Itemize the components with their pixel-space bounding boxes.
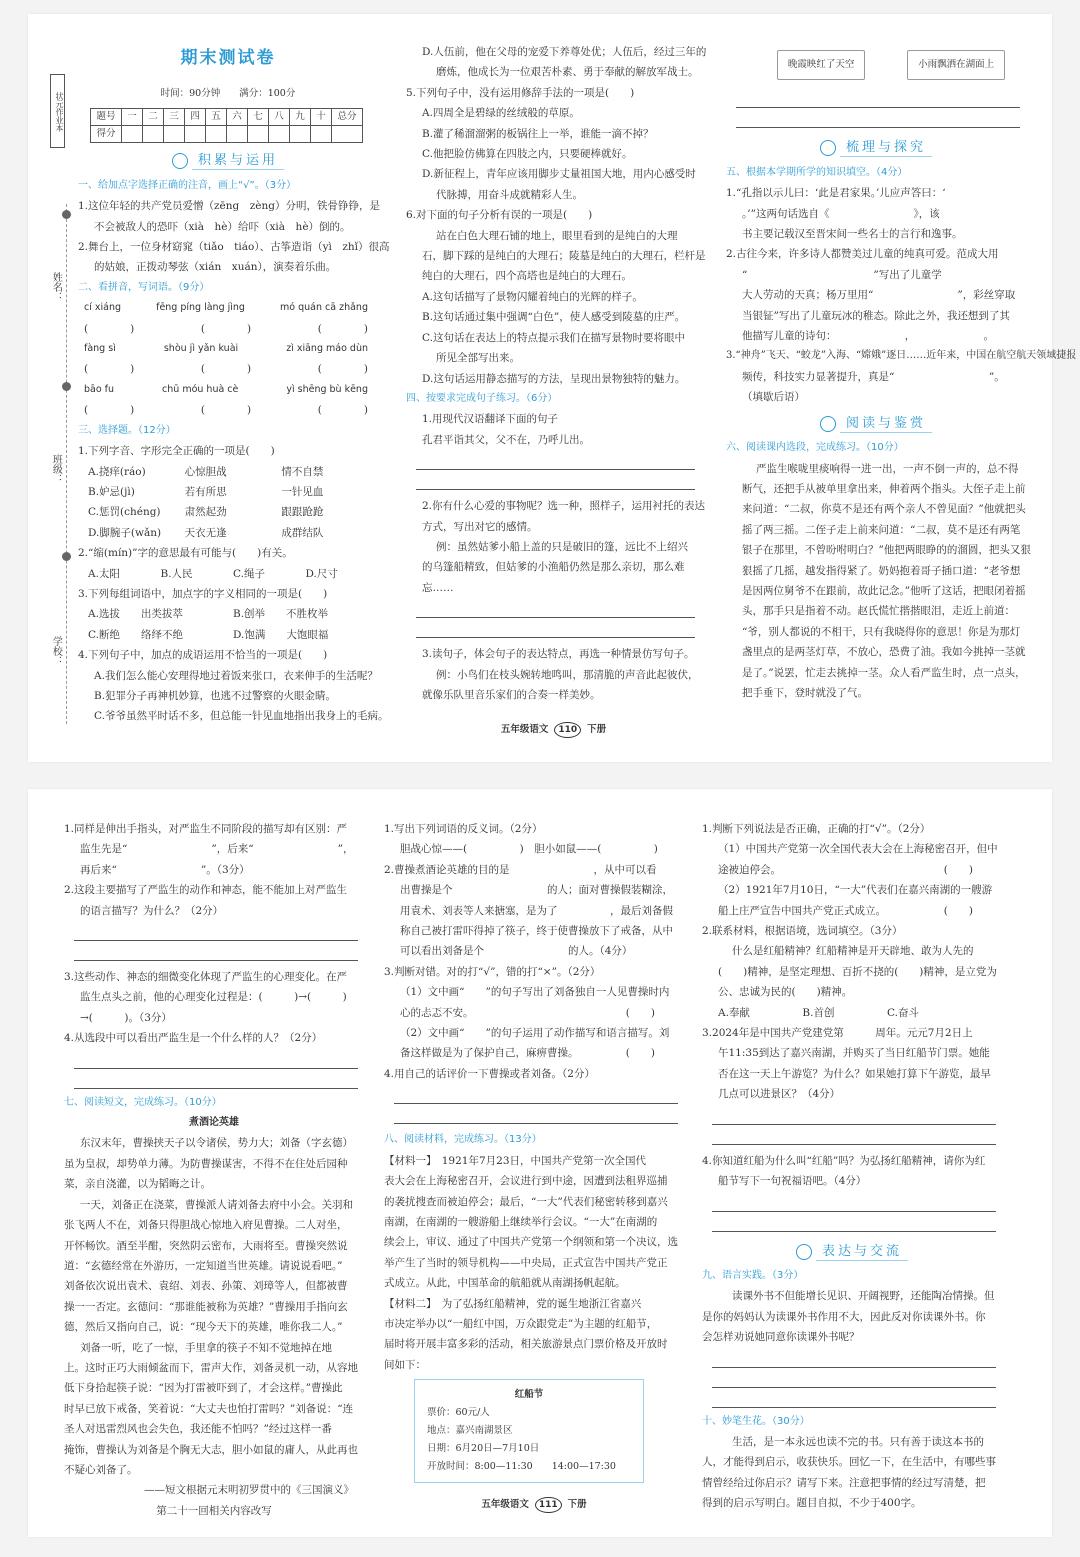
answer-line[interactable] (416, 618, 695, 638)
answer-line[interactable] (712, 1105, 996, 1125)
footer-volume: 下册 (587, 724, 607, 735)
q4-item: 的乌篷船精致，但姑爹的小渔船仍然是那么亲切，那么难 (422, 561, 685, 574)
answer-blank[interactable]: ( ) (200, 322, 252, 335)
section-heading: 梳理与探究 (726, 138, 1026, 158)
option-row (78, 462, 378, 482)
section-heading: 表达与交流 (702, 1242, 1002, 1262)
score-cell: 总分 (332, 109, 363, 126)
notice-line: 开放时间：8:00—11:30 14:00—17:30 (427, 1461, 616, 1473)
story-line: 道：“玄德经常在外游历，一定知道当世英雄。请说说看吧。” (64, 1259, 343, 1272)
q10-heading: 十、妙笔生花。（30分） (702, 1415, 810, 1427)
option: B.创举 不胜枚举 (233, 608, 329, 621)
q7-item: 备这样做是为了保护自己，麻痹曹操。 ( ) (400, 1047, 655, 1060)
answer-row (78, 319, 378, 339)
q9-heading: 九、语言实践。（3分） (702, 1269, 804, 1281)
story-title: 煮酒论英雄 (189, 1117, 239, 1129)
passage-line: 是因两位舅爷不在跟前，故此记念。”他听了这话，把眼闭着摇 (742, 584, 1026, 597)
score-input-row (91, 126, 363, 143)
option-row (78, 502, 378, 522)
answer-blank[interactable]: ( ) (84, 404, 135, 417)
option: C.爷爷虽然平时话不多，但总能一针见血地指出我身上的毛病。 (94, 710, 389, 723)
q1-line: 不会被敌人的恐吓（xià hè）给吓（xià hè）倒的。 (94, 220, 351, 233)
q7-item: 2.曹操煮酒论英雄的目的是 ，从中可以看 (384, 863, 657, 876)
score-input[interactable] (185, 126, 206, 143)
q7-item: 出曹操是个 的人；面对曹操假装糊涂， (400, 884, 673, 897)
q8-item: 3.2024年是中国共产党建党第 周年。元元7月2日上 (702, 1027, 973, 1040)
score-input[interactable] (227, 126, 248, 143)
option: 天衣无逢 (184, 526, 227, 539)
notice-line: 票价：60元/人 (427, 1407, 490, 1419)
pinyin: yì shēng bù kēng (286, 383, 368, 395)
story-line: 刘备一听，吃了一惊，手里拿的筷子不知不觉地掉在地 (80, 1341, 332, 1354)
footer-volume: 下册 (567, 1499, 587, 1510)
option: A.太阳 (88, 567, 120, 580)
q8-item: （2）1921年7月10日，“一大”代表们在嘉兴南湖的一艘游 (718, 884, 993, 897)
score-cell: 三 (164, 109, 185, 126)
q7-heading: 七、阅读短文，完成练习。（10分） (64, 1096, 222, 1108)
q4-item: 1.用现代汉语翻译下面的句子 (422, 413, 559, 426)
option: 代脉搏，用奋斗成就精彩人生。 (436, 188, 583, 201)
q6-item: 的语言描写？为什么？（2分） (80, 904, 224, 917)
answer-line[interactable] (416, 450, 695, 470)
option: C.他把脸仿佛算在四肢之内，只要硬棒就好。 (422, 148, 633, 161)
option: C.断绝 络绎不绝 (88, 628, 183, 641)
option: 情不自禁 (281, 465, 324, 478)
score-input[interactable] (311, 126, 332, 143)
story-line: 刘备依次说出袁术、袁绍、刘表、孙策、刘璋等人，但都被曹 (64, 1280, 348, 1293)
q1-line: 1.这位年轻的共产党员爱憎（zēng zèng）分明，铁骨铮铮，是 (78, 200, 380, 213)
q3-heading: 三、选择题。（12分） (78, 424, 176, 436)
example-boxes (756, 50, 1026, 80)
q6-item: 4.从选段中可以看出严监生是一个什么样的人？（2分） (64, 1032, 323, 1045)
story-line: 上。这时正巧大雨倾盆而下，雷声大作，刘备灵机一动，从容地 (64, 1361, 358, 1374)
q5-line: （填歇后语） (742, 391, 805, 404)
q10-line: 人，才能得到启示，收获快乐。回忆一下，在生活中，有哪些事 (702, 1456, 996, 1469)
answer-line[interactable] (394, 1104, 678, 1124)
answer-line[interactable] (712, 1212, 996, 1232)
notice-line: 日期：6月20日—7月10日 (427, 1443, 540, 1455)
option-row (78, 482, 378, 502)
q10-line: 生活，是一本永远也读不完的书。只有善于读这本书的 (732, 1435, 984, 1448)
passage-line: 严监生喉咙里痰响得一进一出，一声不倒一声的，总不得 (756, 462, 1019, 475)
answer-line[interactable] (416, 470, 695, 490)
option: C.这句话在表达上的特点提示我们在描写景物时要将眼中 (422, 331, 685, 344)
option: A.我们怎么能心安理得地过着饭来张口，衣来伸手的生活呢？ (94, 669, 378, 682)
q5-line: 1.“孔指以示儿曰：‘此是君家果。’儿应声答曰：‘ (726, 187, 946, 200)
q1-line: 2.舞台上，一位身材窈窕（tiǎo tiáo）、古筝造诣（yì zhǐ）很高 (78, 241, 390, 254)
score-input[interactable] (206, 126, 227, 143)
option: 所见全部写出来。 (436, 352, 520, 365)
score-header-row (91, 109, 363, 126)
score-cell: 题号 (91, 109, 122, 126)
material-line: 【材料二】 为了弘扬红船精神，党的诞生地浙江省嘉兴 (384, 1297, 642, 1310)
exam-page-110 (28, 14, 1077, 762)
quote-line: 站在白色大理石铺的地上，眼里看到的是纯白的大理 (436, 229, 678, 242)
q7-item: 胆战心惊——( ) 胆小如鼠——( ) (400, 843, 658, 856)
name-label: 姓名： (50, 272, 62, 302)
passage-line: 狠摇了几摇，越发指得紧了。奶妈抱着哥子插口道：“老爷想 (742, 564, 1021, 577)
answer-line[interactable] (74, 941, 358, 961)
option: 若有所思 (184, 485, 227, 498)
column-left (78, 14, 390, 727)
answer-blank[interactable]: ( ) (84, 363, 135, 376)
column-left (64, 819, 364, 1521)
section-icon (172, 153, 188, 169)
story-line: 一天，刘备正在浇菜，曹操派人请刘备去府中小会。关羽和 (80, 1198, 353, 1211)
exam-title: 期末测试卷 (180, 48, 276, 68)
section-icon (796, 1244, 812, 1260)
score-cell: 八 (269, 109, 290, 126)
q5-line: 书主要记载汉至晋宋间一些名士的言行和逸事。 (742, 228, 963, 241)
score-input[interactable] (164, 126, 185, 143)
pinyin: chū móu huà cè (162, 383, 239, 395)
q4-item: 例：小鸟们在枝头婉转地鸣叫，那清脆的声音此起彼伏， (436, 668, 699, 681)
material-line: 举产生了当时的领导机构——中央局，正式宣告中国共产党正 (384, 1256, 668, 1269)
q4-item: 2.你有什么心爱的事物呢？选一种，照样子，运用衬托的表达 (422, 500, 706, 513)
score-input[interactable] (122, 126, 143, 143)
option: C.绳子 (233, 567, 265, 580)
notice-card (414, 1379, 644, 1483)
answer-row (78, 400, 378, 420)
passage-line: 盏里点的是两茎灯草，不放心，恐费了油。我如今挑掉一茎就 (742, 646, 1026, 659)
cut-line (66, 204, 67, 724)
q10-line: 得到的启示写明白。题目自拟，不少于400字。 (702, 1497, 922, 1510)
answer-line[interactable] (74, 1049, 358, 1069)
material-line: 南湖，在南湖的一艘游船上继续举行会议。“一大”在南湖的 (384, 1215, 658, 1228)
material-line: 续会上，审议、通过了中国共产党第一个纲领和第一个决议，选 (384, 1236, 678, 1249)
q8-item: A.奉献 B.首创 C.奋斗 (718, 1006, 919, 1019)
story-line: 东汉末年，曹操挟天子以令诸侯，势力大；刘备（字玄德） (80, 1137, 353, 1150)
q6-heading: 六、阅读课内选段，完成练习。（10分） (726, 442, 904, 454)
binding-hole (62, 382, 71, 391)
material-line: 式成立。从此，中国革命的航船就从南湖扬帆起航。 (384, 1277, 626, 1290)
q6-item: 2.这段主要描写了严监生的动作和神态，能不能加上对严监生 (64, 884, 348, 897)
q5-line: 。’”这两句话选自《 》，该 (742, 207, 940, 220)
answer-line[interactable] (74, 1069, 358, 1089)
pinyin: fēng píng làng jìng (156, 302, 245, 314)
q7-item: 1.写出下列词语的反义词。（2分） (384, 823, 543, 835)
answer-line[interactable] (712, 1125, 996, 1145)
q3-item: 1.下列字音、字形完全正确的一项是( ) (78, 445, 275, 458)
pinyin: zì xiāng máo dùn (286, 343, 368, 355)
answer-blank[interactable]: ( ) (200, 404, 252, 417)
q6-item: 监生点头之前，他的心理变化过程是：( )→( ) (80, 991, 347, 1004)
score-table (90, 108, 363, 143)
q4-heading: 四、按要求完成句子练习。（6分） (406, 392, 558, 404)
answer-blank[interactable]: ( ) (317, 363, 368, 376)
option: 一针见血 (281, 485, 324, 498)
option: B.妒忌(jì) (88, 485, 135, 498)
pinyin: bāo fu (84, 383, 115, 395)
material-line: 市决定举办以“一船红中国，万众跟党走”为主题的红船节， (384, 1317, 658, 1330)
passage-line: 来问道：“二叔，你莫不是还有两个亲人不曾见面？”他就把头 (742, 503, 1026, 516)
q8-heading: 八、阅读材料，完成练习。（13分） (384, 1134, 542, 1146)
q4-item: 例：虽然姑爹小船上盖的只是破旧的篷，远比不上绍兴 (436, 540, 688, 553)
option-row (78, 564, 378, 584)
footer-grade: 五年级语文 (500, 724, 549, 735)
page-number: 110 (554, 722, 581, 738)
q5-line: 当银钲”写出了儿童玩冰的稚态。除此之外，我还想到了其 (742, 309, 1010, 322)
score-cell: 四 (185, 109, 206, 126)
q3-item: 6.对下面的句子分析有误的一项是( ) (406, 209, 593, 222)
answer-blank[interactable]: ( ) (317, 404, 368, 417)
pinyin: shòu jì yǎn kuài (163, 343, 239, 355)
q5-line: 频传，科技实力显著提升，真是“ ”。 (742, 370, 1005, 383)
q4-item: 就像乐队里音乐家们的合奏一样美妙。 (422, 688, 601, 701)
score-cell: 六 (227, 109, 248, 126)
column-middle (384, 819, 684, 1483)
q9-line: 读课外书不但能增长见识、开阔视野，还能陶冶情操。但 (732, 1290, 995, 1303)
story-line: 德，然后又指向自己，说：“现今天下的英雄，唯你我二人。” (64, 1321, 343, 1334)
story-line: 低下身拾起筷子说：“因为打雷被吓到了，才会这样。”曹操此 (64, 1382, 343, 1395)
q4-item: 忘…… (422, 581, 454, 594)
q4-item: 孔君平诣其父，父不在，乃呼儿出。 (422, 433, 590, 446)
q4-item: 3.读句子，体会句子的表达特点，再选一种情景仿写句子。 (422, 648, 695, 661)
passage-line: 是了。”说罢，忙走去挑掉一茎。众人看严监生时，点一点头， (742, 666, 1026, 679)
option: A.选拔 出类拔萃 (88, 608, 183, 621)
q7-item: 用袁术、刘表等人来搪塞，是为了 ，最后刘备假 (400, 904, 673, 917)
score-cell: 十 (311, 109, 332, 126)
q1-heading: 一、给加点字选择正确的注音，画上“√”。（3分） (78, 179, 297, 191)
option: B.犯罪分子再神机妙算，也逃不过警察的火眼金睛。 (94, 689, 337, 702)
passage-line: 断气，还把手从被单里拿出来，伸着两个指头。大侄子走上前 (742, 482, 1026, 495)
score-row-label: 得分 (91, 126, 122, 143)
q5-line: 大人劳动的天真；杨万里用“ ”，彩丝穿取 (742, 289, 1016, 302)
text-line: 磨炼，他成长为一位艰苦朴素、勇于奉献的解放军战士。 (436, 66, 699, 79)
option: D.新征程上，青年应该用脚步丈量祖国大地，用内心感受时 (422, 168, 696, 181)
story-line: 掩饰，曹操认为刘备是个胸无大志，胆小如鼠的庸人，从此再也 (64, 1443, 358, 1456)
option: 成群结队 (281, 526, 324, 539)
q8-item: 船上庄严宣告中国共产党正式成立。 ( ) (718, 904, 973, 917)
story-line: 张飞两人不在，刘备只得胆战心惊地入府见曹操。二人对坐， (64, 1219, 348, 1232)
section-heading: 积累与运用 (78, 151, 378, 171)
passage-line: 把手垂下，登时就没了气。 (742, 686, 868, 699)
example-box: 晚霞映红了天空 (777, 50, 866, 80)
q7-item: 心的忐忑不安。 ( ) (400, 1006, 655, 1019)
q7-item: 4.用自己的话评价一下曹操或者刘备。（2分） (384, 1067, 595, 1080)
answer-line[interactable] (74, 921, 358, 941)
option: 肃然起劲 (184, 506, 227, 519)
score-input[interactable] (290, 126, 311, 143)
column-right (726, 50, 1077, 703)
q5-heading: 五、根据本学期所学的知识填空。（4分） (726, 166, 908, 178)
answer-line[interactable] (394, 1084, 678, 1104)
q6-item: 3.这些动作、神态的细微变化体现了严监生的心理变化。在严 (64, 971, 348, 984)
q8-item: 什么是红船精神？红船精神是开天辟地、敢为人先的 (732, 945, 974, 958)
q8-item: 午11:35到达了嘉兴南湖，并购买了当日红船节门票。她能 (718, 1047, 990, 1060)
option: B.这句话通过集中强调“白色”，使人感受到陵墓的庄严。 (422, 311, 686, 324)
exam-meta: 时间：90分钟 满分：100分 (160, 88, 296, 99)
score-input[interactable] (269, 126, 290, 143)
score-cell: 九 (290, 109, 311, 126)
material-line: 【材料一】 1921年7月23日，中国共产党第一次全国代 (384, 1154, 647, 1167)
notice-line: 地点：嘉兴南湖景区 (427, 1425, 513, 1437)
option: D.脚腕子(wǎn) (88, 526, 162, 539)
school-label: 学校： (50, 636, 62, 666)
passage-line: “爷，别人都说的不相干，只有我晓得你的意思！你是为那灯 (742, 625, 1021, 638)
option: A.挠痒(ráo) (88, 465, 146, 478)
pinyin-row (78, 298, 378, 318)
story-line: 圣人对迅雷烈风也会失色，我还能不怕吗？”经过这样一番 (64, 1423, 332, 1436)
option: D.这句话运用静态描写的方法，呈现出景物独特的魅力。 (422, 372, 686, 385)
q6-item: →( )。（3分） (80, 1011, 172, 1024)
answer-line[interactable] (736, 108, 1020, 128)
text-line: D.人伍前，他在父母的宠爱下养尊处优；人伍后，经过三年的 (422, 46, 707, 58)
footer-grade: 五年级语文 (481, 1499, 529, 1510)
q9-line: 是你的妈妈认为读课外书作用不大，因此反对你读课外书。你 (702, 1310, 986, 1323)
section-heading: 阅读与鉴赏 (726, 414, 1026, 434)
material-line: 的袭扰搜查而被迫停会；最后，“一大”代表们秘密转移到嘉兴 (384, 1195, 668, 1208)
q8-item: （1）中国共产党第一次全国代表大会在上海秘密召开，但中 (718, 843, 998, 856)
q8-item: ( )精神，是坚定理想、百折不挠的( )精神，是立党为 (718, 965, 997, 978)
option-row (78, 604, 378, 624)
passage-line: 头，那手只是指着不动。赵氏慌忙揩揩眼泪，走近上前道： (742, 605, 1015, 618)
option: D.尺寸 (305, 567, 338, 580)
option: 跟跟跄跄 (281, 506, 324, 519)
answer-blank[interactable]: ( ) (84, 322, 135, 335)
option: A.四周全是碧绿的丝绒般的草原。 (422, 107, 580, 120)
score-input[interactable] (143, 126, 164, 143)
q7-item: 称自己被打雷吓得掉了筷子，终于使曹操放下了戒备，从中 (400, 925, 673, 938)
story-line: 时早已放下戒备，笑着说：“大丈夫也怕打雷吗？”刘备说：“连 (64, 1402, 354, 1415)
section-icon (820, 140, 836, 156)
pinyin-row (78, 380, 378, 400)
section-icon (820, 416, 836, 432)
q3-item: 3.下列每组词语中，加点字的字义相同的一项是( ) (78, 587, 328, 600)
notice-title: 红船节 (514, 1389, 544, 1401)
material-line: 表大会在上海秘密召开，会议进行到中途，因遭到法租界巡捕 (384, 1175, 668, 1188)
score-cell: 七 (248, 109, 269, 126)
material-line: 届时将开展丰富多彩的活动，相关旅游景点门票价格及开放时 (384, 1338, 668, 1351)
option: B.灌了稀溜溜粥的板锅往上一举，谁能一滴不掉？ (422, 127, 654, 140)
answer-row (78, 359, 378, 379)
story-line: 操一一否定。玄德问：“那谁能被称为英雄？”曹操用手指向玄 (64, 1300, 348, 1313)
option: D.饱满 大饱眼福 (233, 628, 329, 641)
option-row (78, 523, 378, 543)
answer-blank[interactable]: ( ) (317, 322, 368, 335)
q8-item: 公、忠诚为民的( )精神。 (718, 986, 853, 999)
option: B.人民 (160, 567, 193, 580)
option: 心惊胆战 (184, 465, 227, 478)
q8-item: 途被迫停会。 ( ) (718, 863, 973, 876)
q8-item: 4.你知道红船为什么叫“红船”吗？为弘扬红船精神，请你为红 (702, 1154, 986, 1167)
answer-line[interactable] (712, 1368, 996, 1388)
score-cell: 五 (206, 109, 227, 126)
story-line: 开怀畅饮。酒至半酣，突然阴云密布，大雨将至。曹操突然说 (64, 1239, 348, 1252)
answer-blank[interactable]: ( ) (200, 363, 252, 376)
pinyin-row (78, 339, 378, 359)
class-label: 班级： (50, 454, 62, 484)
quote-line: 纯白的大理石，四个高塔也是纯白的大理石。 (422, 270, 632, 283)
q7-item: （2）文中画“ ”的句子运用了动作描写和语言描写。刘 (400, 1027, 670, 1040)
answer-line[interactable] (416, 598, 695, 618)
passage-line: 摇了两三摇。二侄子走上前来问道：“二叔，莫不是还有两笔 (742, 523, 1021, 536)
passage-line: 银子在那里，不曾吩咐明白？”他把两眼睁的的溜圆，把头又狠 (742, 544, 1031, 557)
q3-item: 2.“缩(mín)”字的意思最有可能与( )有关。 (78, 547, 293, 560)
q1-line: 的姑娘，正拨动琴弦（xián xuán），演奏着乐曲。 (94, 261, 337, 274)
pinyin: mó quán cā zhǎng (280, 302, 368, 314)
q6-item: 监生先是“ ”，后来“ ”， (80, 843, 354, 856)
story-line: 虽为皇叔，却势单力薄。为防曹操谋害，不得不在住处后园种 (64, 1157, 348, 1170)
page-footer (406, 720, 701, 740)
q3-item: 5.下列句子中，没有运用修辞手法的一项是( ) (406, 86, 635, 99)
page-footer (384, 1495, 684, 1515)
q6-item: 再后来“ ”。（3分） (80, 863, 250, 876)
q3-item: 4.下列句子中，加点的成语运用不恰当的一项是( ) (78, 649, 328, 662)
q5-line: 2.古往今来，许多诗人都赞美过儿童的纯真可爱。范成大用 (726, 248, 999, 261)
score-cell: 二 (143, 109, 164, 126)
q10-line: 情曾经给过你启示？请写下来。注意把事情的经过写清楚，把 (702, 1476, 986, 1489)
q7-item: 可以看出刘备是个 的人。（4分） (400, 945, 633, 958)
answer-line[interactable] (736, 88, 1020, 108)
example-box: 小雨飘洒在湖面上 (907, 50, 1005, 80)
score-input[interactable] (248, 126, 269, 143)
q8-item: 2.联系材料，根据语境，选词填空。（3分） (702, 925, 903, 938)
column-middle (406, 42, 707, 705)
q5-line: 他描写儿童的诗句： ， 。 (742, 330, 994, 343)
option-row (78, 625, 378, 645)
binding-hole (62, 552, 71, 561)
score-cell: 一 (122, 109, 143, 126)
q7-item: 3.判断对错。对的打“√”，错的打“×”。（2分） (384, 965, 601, 978)
quote-line: 石，脚下踩的是纯白的大理石；陵墓是纯白的大理石，栏杆是 (422, 250, 706, 263)
column-right (702, 819, 1002, 1514)
material-line: 间如下： (384, 1358, 426, 1371)
pinyin: fàng sì (84, 343, 116, 355)
q8-item: 船节写下一句祝福语吧。（4分） (718, 1175, 867, 1188)
answer-line[interactable] (712, 1348, 996, 1368)
answer-line[interactable] (712, 1388, 996, 1408)
q8-item: 几点可以进景区？（4分） (718, 1088, 841, 1101)
q5-line: “ ”写出了儿童学 (742, 268, 942, 281)
story-line: 不疑心刘备了。 (64, 1463, 138, 1476)
story-line: 菜，亲自浇灌，以为韬晦之计。 (64, 1178, 211, 1191)
q5-line: 3.“神舟”飞天、“蛟龙”入海、“嫦娥”逐日……近年来，中国在航空航天领域捷报 (726, 350, 1077, 362)
q2-heading: 二、看拼音，写词语。（9分） (78, 281, 210, 293)
stamp-label: 状元作业本 (50, 74, 65, 148)
score-input[interactable] (332, 126, 363, 143)
source-note: ——短文根据元末明初罗贯中的《三国演义》 (144, 1484, 354, 1497)
q7-item: （1）文中画“ ”的句子写出了刘备独自一人见曹操时内 (400, 986, 670, 999)
binding-hole (62, 210, 71, 219)
exam-page-111 (28, 789, 1052, 1537)
option: C.惩罚(chéng) (88, 506, 161, 519)
q9-line: 会怎样劝说她同意你读课外书呢？ (702, 1331, 860, 1344)
source-note: 第二十一回相关内容改写 (156, 1504, 272, 1517)
q8-item: 1.判断下列说法是否正确，正确的打“√”。（2分） (702, 823, 931, 835)
answer-line[interactable] (712, 1192, 996, 1212)
page-number: 111 (535, 1497, 562, 1513)
option: A.这句话描写了景物闪耀着纯白的光辉的样子。 (422, 290, 643, 303)
q8-item: 否在这一天上午游览？为什么？如果她打算下午游览，最早 (718, 1067, 991, 1080)
pinyin: cí xiáng (84, 302, 122, 314)
binding-rail (28, 14, 72, 762)
q6-item: 1.同样是伸出手指头，对严监生不同阶段的描写却有区别：严 (64, 823, 348, 835)
q4-item: 方式，写出对它的感情。 (422, 520, 538, 533)
